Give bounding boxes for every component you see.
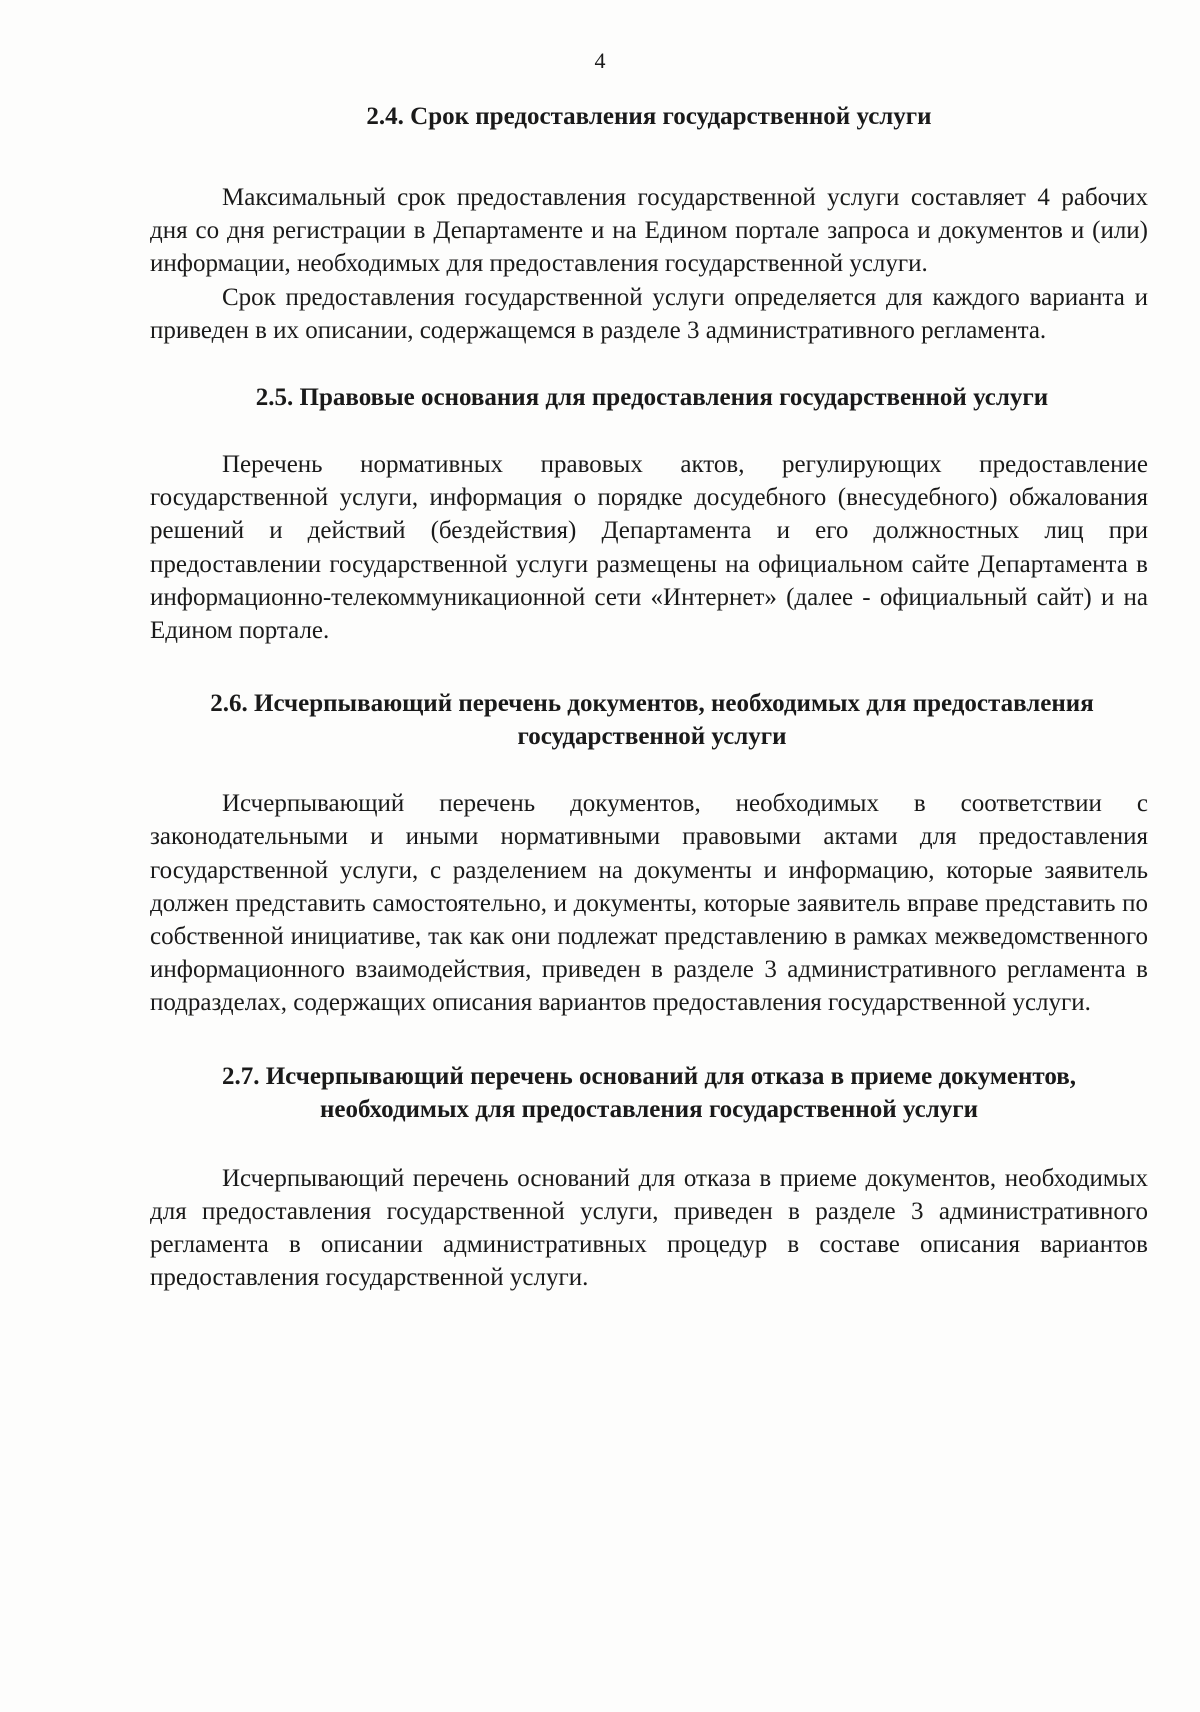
page-number: 4	[594, 48, 606, 73]
section-heading: 2.5. Правовые основания для предоставления государственной услуги	[255, 384, 1049, 412]
document-body	[150, 100, 1148, 1294]
section-heading: 2.4. Срок предоставления государственной услуги	[366, 103, 932, 130]
section-2-7	[150, 1060, 1148, 1295]
paragraph: Максимальный срок предоставления государственной услуги составляет 4 рабочих дня со дня регистрации в Департаменте и на Едином портале запроса и документов и (или) информации, необходимых для предоставления государственной услуги.	[150, 184, 1148, 278]
section-heading: 2.7. Исчерпывающий перечень оснований для отказа в приеме документов, необходимых для предоставления государственной услуги	[221, 1062, 1076, 1123]
section-2-5	[150, 381, 1148, 647]
paragraph: Исчерпывающий перечень оснований для отказа в приеме документов, необходимых для предоставления государственной услуги, приведен в разделе 3 административного регламента в описании административных процедур в составе описания вариантов предоставления государственной услуги.	[150, 1164, 1148, 1292]
section-heading: 2.6. Исчерпывающий перечень документов, необходимых для предоставления государственной услуги	[210, 690, 1094, 751]
section-2-6	[150, 687, 1148, 1019]
paragraph: Перечень нормативных правовых актов, регулирующих предоставление государственной услуги, информация о порядке досудебного (внесудебного) обжалования решений и действий (бездействия) Департамента и его должностных лиц при предоставлении государственной услуги размещены на официальном сайте Департамента в информационно-телекоммуникационной сети «Интернет» (далее - официальный сайт) и на Едином портале.	[150, 451, 1148, 645]
paragraph: Исчерпывающий перечень документов, необходимых в соответствии с законодательными и иными нормативными правовыми актами для предоставления государственной услуги, с разделением на документы и информацию, которые заявитель должен представить самостоятельно, и документы, которые заявитель вправе представить по собственной инициативе, так как они подлежат представлению в рамках межведомственного информационного взаимодействия, приведен в разделе 3 административного регламента в подразделах, содержащих описания вариантов предоставления государственной услуги.	[150, 790, 1148, 1017]
paragraph: Срок предоставления государственной услуги определяется для каждого варианта и приведен в их описании, содержащемся в разделе 3 административного регламента.	[150, 283, 1148, 344]
section-2-4	[150, 100, 1148, 347]
